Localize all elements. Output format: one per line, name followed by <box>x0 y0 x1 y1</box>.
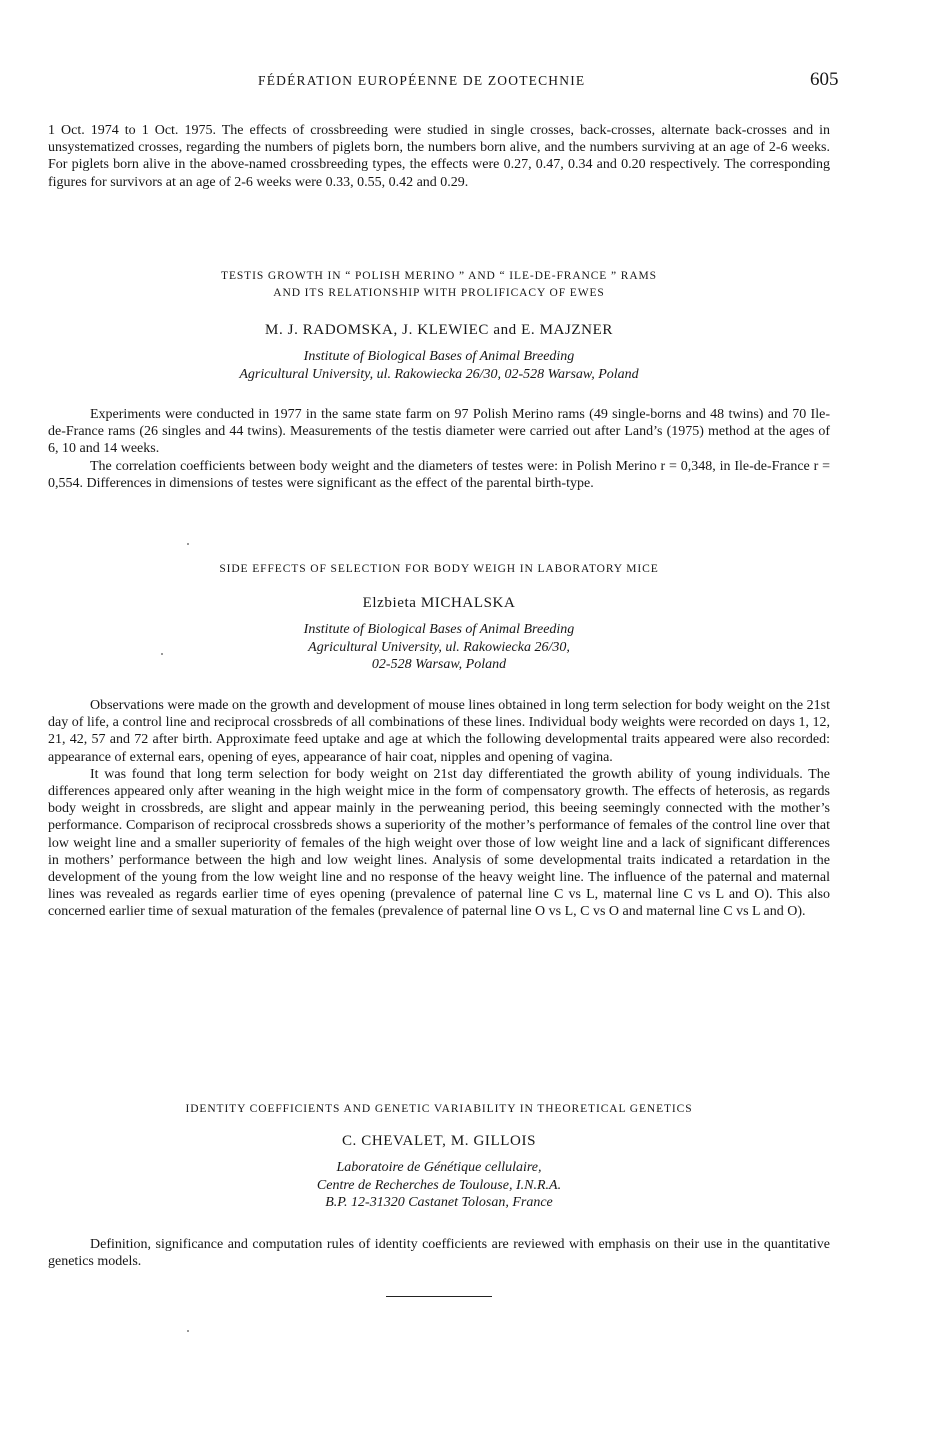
article1-affiliation-line2: Agricultural University, ul. Rakowiecka 26/30, 02-528 Warsaw, Poland <box>239 366 639 382</box>
scan-speck <box>187 1330 189 1332</box>
intro-paragraph <box>48 122 830 191</box>
article2-paragraph1: Observations were made on the growth and development of mouse lines obtained in long term selection for body weight on the 21st day of life, a control line and reciprocal crossbreds of all combinations of these lines. Individual body weights were recorded on days 1, 12, 21, 42, 57 and 72 after birth. Approximate feed uptake and age at which the following developmental traits appeared were also recorded: appearance of external ears, opening of eyes, appearance of hair coat, nipples and opening of vagina. <box>48 698 830 765</box>
article2-title <box>48 561 830 578</box>
scan-speck <box>161 653 163 655</box>
article1-body <box>48 406 830 492</box>
article2-affiliation-line3: 02-528 Warsaw, Poland <box>371 657 507 672</box>
article2-authors: Elzbieta MICHALSKA <box>362 595 516 611</box>
article3-affiliation-line2: Centre de Recherches de Toulouse, I.N.R.A. <box>316 1177 562 1193</box>
article2-body <box>48 697 830 921</box>
article2-affiliation <box>48 621 830 674</box>
article3-affiliation <box>48 1159 830 1212</box>
article1-title-line1: TESTIS GROWTH IN “ POLISH MERINO ” AND “ ILE-DE-FRANCE ” RAMS <box>221 270 657 282</box>
scan-speck <box>187 543 189 545</box>
article3-title <box>48 1101 830 1118</box>
article3-affiliation-line1: Laboratoire de Génétique cellulaire, <box>336 1160 542 1175</box>
end-rule <box>386 1296 492 1297</box>
article1-authors: M. J. RADOMSKA, J. KLEWIEC and E. MAJZNER <box>265 322 613 338</box>
article3-body <box>48 1236 830 1270</box>
article3-affiliation-line3: B.P. 12-31320 Castanet Tolosan, France <box>325 1195 553 1210</box>
article1-title <box>48 268 830 302</box>
article1-title-line2: AND ITS RELATIONSHIP WITH PROLIFICACY OF EWES <box>273 287 605 299</box>
article2-affiliation-line1: Institute of Biological Bases of Animal Breeding <box>303 622 575 637</box>
page-number: 605 <box>810 69 839 90</box>
article2-affiliation-line2: Agricultural University, ul. Rakowiecka 26/30, <box>308 639 570 655</box>
intro-text: 1 Oct. 1974 to 1 Oct. 1975. The effects of crossbreeding were studied in single crosses, back-crosses, alternate back-crosses and in unsystematized crosses, regarding the numbers of piglets born, the numbers born alive, and the numbers surviving at an age of 2-6 weeks. For piglets born alive in the above-named crossbreeding types, the effects were 0.27, 0.47, 0.34 and 0.20 respectively. The corresponding figures for survivors at an age of 2-6 weeks were 0.33, 0.55, 0.42 and 0.29. <box>48 123 830 190</box>
article1-affiliation <box>48 348 830 383</box>
running-title: FÉDÉRATION EUROPÉENNE DE ZOOTECHNIE <box>258 73 586 88</box>
article1-paragraph2: The correlation coefficients between body weight and the diameters of testes were: in Polish Merino r = 0,348, in Ile-de-France r = 0,554. Differences in dimensions of testes were significant as the effect of the parental birth-type. <box>48 458 830 491</box>
article3-authors: C. CHEVALET, M. GILLOIS <box>341 1133 537 1149</box>
article2-title-text: SIDE EFFECTS OF SELECTION FOR BODY WEIGH IN LABORATORY MICE <box>219 563 659 575</box>
article1-paragraph1: Experiments were conducted in 1977 in the same state farm on 97 Polish Merino rams (49 single-borns and 48 twins) and 70 Ile-de-France rams (26 singles and 44 twins). Measurements of the testis diameter were carried out after Land’s (1975) method at the ages of 6, 10 and 14 weeks. <box>48 407 830 457</box>
article3-title-text: IDENTITY COEFFICIENTS AND GENETIC VARIABILITY IN THEORETICAL GENETICS <box>185 1103 693 1115</box>
article3-paragraph1: Definition, significance and computation rules of identity coefficients are reviewed with emphasis on their use in the quantitative genetics models. <box>48 1237 830 1270</box>
article1-affiliation-line1: Institute of Biological Bases of Animal Breeding <box>303 349 575 364</box>
article2-paragraph2: It was found that long term selection for body weight on 21st day differentiated the growth ability of young individuals. The differences appeared only after weaning in the high weight mice in the form of compensatory growth. The effects of heterosis, as regards body weight in crossbreds, are slight and appear mainly in the perweaning period, this beeing seemingly connected with the mother’s performance. Comparison of reciprocal crossbreds shows a superiority of the mother’s performance of females of the control line over that low weight line and a smaller superiority of females of the high weight over those of low weight line and a lack of significant differences in mothers’ performance between the high and low weight lines. Analysis of some developmental traits indicated a retardation in the development of the young from the low weight line and no response of the heavy weight line. The influence of the paternal and maternal lines was revealed as regards earlier time of eyes opening (prevalence of paternal line C vs L, maternal line C vs L and O). This also concerned earlier time of sexual maturation of the females (prevalence of paternal line O vs L, C vs O and maternal line C vs L and O). <box>48 766 830 920</box>
